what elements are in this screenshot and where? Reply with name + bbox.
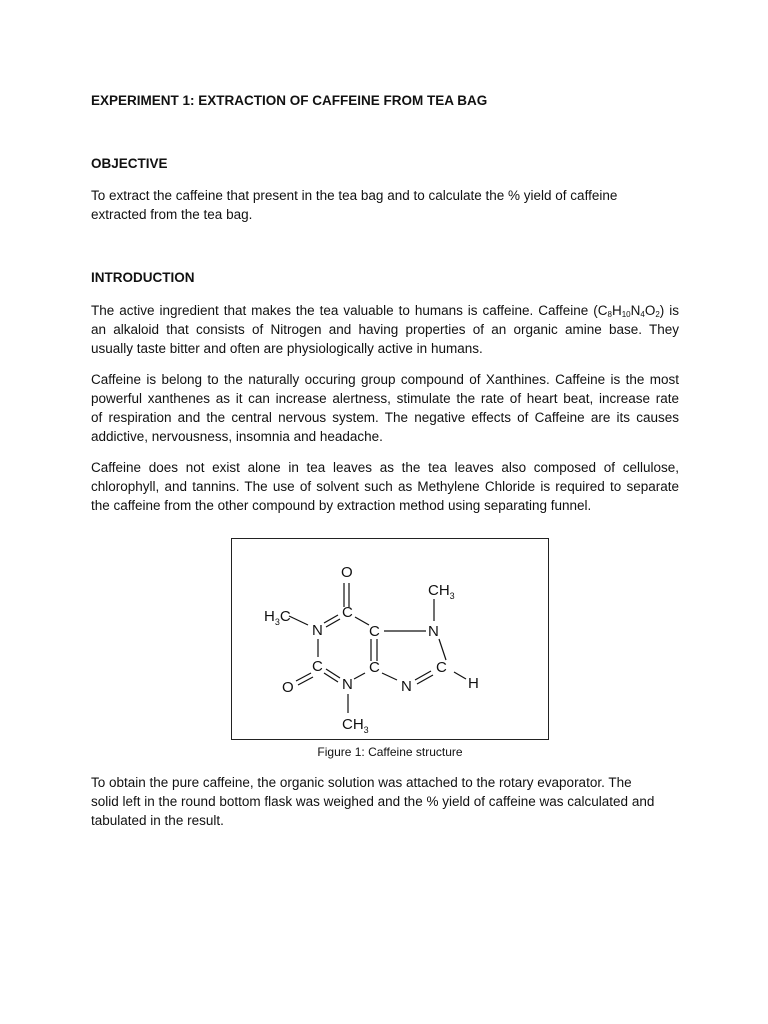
bond-cleft-nbottom-b (324, 673, 338, 682)
intro-p1-text-a: The active ingredient that makes the tea valuable to humans is caffeine. Caffeine (C (91, 303, 608, 318)
bond-cleft-nbottom-a (326, 669, 340, 678)
bond-lines (289, 583, 466, 713)
atom-n-right-bottom: N (401, 678, 412, 695)
intro-p3-line-3: the caffeine from the other compound by extraction method using separating funnel. (91, 498, 592, 513)
atom-h3c-left-h: H (264, 608, 275, 625)
atom-o-left: O (282, 679, 294, 696)
bond-ctop-cmid (355, 617, 369, 625)
figure-caption: Figure 1: Caffeine structure (317, 745, 463, 759)
atom-h3c-left (264, 608, 291, 627)
atom-h3c-left-c: C (279, 608, 291, 625)
atom-h3c-left-subscript: 3 (274, 617, 280, 627)
document-title: EXPERIMENT 1: EXTRACTION OF CAFFEINE FROM TEA BAG (91, 93, 488, 108)
bond-nrightbottom-cright-a (415, 671, 431, 680)
bond-ch3-n1 (289, 616, 308, 625)
intro-p3-line-2: chlorophyll, and tannins. The use of solvent such as Methylene Chloride is required to separate (91, 479, 679, 494)
intro-p1-line-3: usually taste bitter and often are physiologically active in humans. (91, 341, 483, 356)
atom-ch3-right-subscript: 3 (449, 591, 455, 601)
formula-n-subscript: 4 (640, 310, 645, 319)
intro-p1-text-b: ) is (659, 303, 680, 318)
intro-p1-line-2: an alkaloid that consists of Nitrogen and having properties of an organic amine base. They (91, 322, 679, 337)
bond-cbottom-nrightbottom (382, 673, 397, 680)
atom-n-bottom: N (342, 676, 353, 693)
introduction-paragraph-2 (91, 370, 679, 446)
atom-c-right: C (436, 659, 447, 676)
bond-nrightbottom-cright-b (417, 675, 433, 684)
atom-ch3-bottom (342, 716, 369, 735)
atom-n1: N (312, 622, 323, 639)
atom-c-mid: C (369, 623, 380, 640)
bond-cright-h (454, 672, 466, 679)
bond-cbottom-nbottom (354, 673, 365, 679)
introduction-heading: INTRODUCTION (91, 270, 195, 285)
intro-p2-line-1: Caffeine is belong to the naturally occuring group compound of Xanthines. Caffeine is the most (91, 372, 679, 387)
objective-paragraph (91, 186, 679, 224)
atom-h-right: H (468, 675, 479, 692)
objective-heading: OBJECTIVE (91, 156, 168, 171)
formula-o: O (644, 303, 656, 318)
atom-n-right-top: N (428, 623, 439, 640)
atom-c-left: C (312, 658, 323, 675)
intro-p2-line-4: addictive, nervousness, insomnia and headache. (91, 429, 383, 444)
formula-h-subscript: 10 (621, 310, 631, 319)
conclusion-line-1: To obtain the pure caffeine, the organic solution was attached to the rotary evaporator. The (91, 775, 632, 790)
formula-c-subscript: 8 (607, 310, 612, 319)
introduction-paragraph-3 (91, 458, 679, 515)
formula-h: H (611, 303, 622, 318)
conclusion-line-2: solid left in the round bottom flask was weighed and the % yield of caffeine was calculated and (91, 794, 655, 809)
formula-o-subscript: 2 (655, 310, 660, 319)
atom-c-bottom-mid: C (369, 659, 380, 676)
intro-p2-line-2: powerful xanthenes as it can increase alertness, stimulate the rate of heart beat, increase rate (91, 391, 679, 406)
atom-c-top: C (342, 604, 353, 621)
objective-line-1: To extract the caffeine that present in the tea bag and to calculate the % yield of caffeine (91, 188, 618, 203)
caffeine-structure-figure (231, 538, 549, 740)
introduction-paragraph-1 (91, 301, 679, 358)
intro-p1-line-1 (91, 301, 679, 320)
formula-n: N (630, 303, 641, 318)
atom-o-top: O (341, 564, 353, 581)
intro-p2-line-3: of respiration and the central nervous system. The negative effects of Caffeine are its causes (91, 410, 679, 425)
bond-nrighttop-cright (439, 639, 446, 660)
atom-ch3-right-label: CH (428, 582, 450, 599)
caffeine-structure-diagram (232, 539, 550, 741)
conclusion-paragraph (91, 773, 679, 830)
atom-ch3-bottom-subscript: 3 (363, 725, 369, 735)
intro-p3-line-1: Caffeine does not exist alone in tea leaves as the tea leaves also composed of cellulose, (91, 460, 679, 475)
conclusion-line-3: tabulated in the result. (91, 813, 224, 828)
atom-ch3-right (428, 582, 455, 601)
atom-ch3-bottom-label: CH (342, 716, 364, 733)
objective-line-2: extracted from the tea bag. (91, 207, 253, 222)
